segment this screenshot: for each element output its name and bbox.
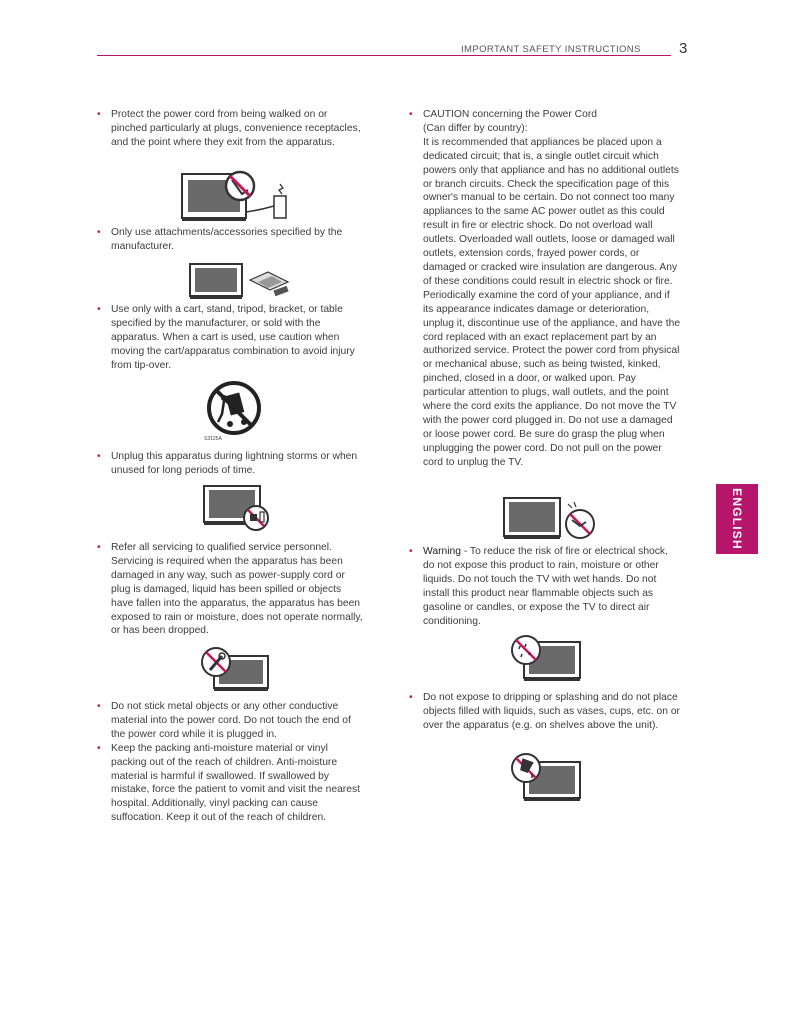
language-tab[interactable] <box>716 484 758 554</box>
tv-no-liquid-icon <box>508 752 584 806</box>
caution-body: It is recommended that appliances be placed upon a dedicated circuit; that is, a single outlet circuit which powers only that appliance and has no additional outlets or branch circuits. Check the specification page of this owner's manual to be certain. Do not connect too many appliances to the same AC power outlet as this could result in fire or electric shock. Do not overload wall outlets. Overloaded wall outlets, loose or damaged wall outlets, extension cords, frayed power cords, or damaged or cracked wire insulation are dangerous. Any of these conditions could result in electric shock or fire. Periodically examine the cord of your appliance, and if its appearance indicates damage or deterioration, unplug it, discontinue use of the appliance, and have the cord replaced with an exact replacement part by an authorized service. Protect the power cord from physical or mechanical abuse, such as being twisted, kinked, pinched, closed in a door, or walked upon. Pay particular attention to plugs, wall outlets, and the point where the cord exits the appliance. Do not move the TV with the power cord plugged in. Do not use a damaged or loose power cord. Be sure do grasp the plug when unplugging the power cord. Do not pull on the power cord to unplug the TV. <box>423 136 681 468</box>
section-title: IMPORTANT SAFETY INSTRUCTIONS <box>461 44 641 55</box>
list-item <box>409 108 681 470</box>
caution-title: • CAUTION concerning the Power Cord <box>423 109 597 120</box>
list-item: • Do not stick metal objects or any other conductive material into the power cord. Do not touch the end of the power cord while it is plugged in. <box>97 700 365 742</box>
language-tab-label: ENGLISH <box>730 488 744 550</box>
instruction-list <box>409 691 681 733</box>
warning-body: - To reduce the risk of fire or electrical shock, do not expose this product to rain, moisture or other liquids. Do not touch the TV with wet hands. Do not install this product near flammable objects such as gasoline or candles, or expose the TV to direct air conditioning. <box>423 546 668 627</box>
tv-power-cord-no-step-icon <box>180 168 292 224</box>
list-item: • Refer all servicing to qualified service personnel. Servicing is required when the apparatus has been damaged in any way, such as power-supply cord or plug is damaged, liquid has been spilled or objects have fallen into the apparatus, the apparatus has been exposed to rain or moisture, does not operate normally, or has been dropped. <box>97 541 365 638</box>
tv-unplug-icon <box>202 484 272 532</box>
instruction-list <box>97 108 365 150</box>
instruction-list <box>97 303 365 373</box>
page-number: 3 <box>679 40 688 57</box>
instruction-list <box>97 450 365 478</box>
instruction-list <box>97 541 365 638</box>
list-item: • Unplug this apparatus during lightning storms or when unused for long periods of time. <box>97 450 365 478</box>
list-item: • Do not expose to dripping or splashing and do not place objects filled with liquids, such as vases, cups, etc. on or over the apparatus (e.g. on shelves above the unit). <box>409 691 681 733</box>
instruction-list <box>409 108 681 470</box>
list-item: • Protect the power cord from being walked on or pinched particularly at plugs, convenience receptacles, and the point where they exit from the apparatus. <box>97 108 365 150</box>
list-item: • Only use attachments/accessories specified by the manufacturer. <box>97 226 365 254</box>
tv-no-rain-icon <box>508 634 584 686</box>
list-item <box>409 545 681 628</box>
instruction-list <box>97 700 365 825</box>
caution-subtitle: (Can differ by country): <box>423 122 528 134</box>
tv-power-cord-no-pull-icon <box>502 496 598 544</box>
instruction-list <box>97 226 365 254</box>
tv-no-servicing-icon <box>200 646 272 694</box>
cart-code-label: S3125A <box>204 436 222 442</box>
list-item: • Keep the packing anti-moisture material or vinyl packing out of the reach of children. Anti-moisture material is harmful if swallowed. If swallowed by mistake, force the patient to vomit and visit the nearest hospital. Additionally, vinyl packing can cause suffocation. Keep it out of the reach of children. <box>97 742 365 825</box>
instruction-list <box>409 545 681 628</box>
tv-accessories-icon <box>188 262 298 302</box>
header-divider <box>97 55 671 56</box>
cart-tip-over-warning-icon <box>202 380 264 442</box>
list-item: • Use only with a cart, stand, tripod, bracket, or table specified by the manufacturer, or sold with the apparatus. When a cart is used, use caution when moving the cart/apparatus combination to avoid injury from tip-over. <box>97 303 365 373</box>
warning-label: Warning <box>423 546 461 557</box>
